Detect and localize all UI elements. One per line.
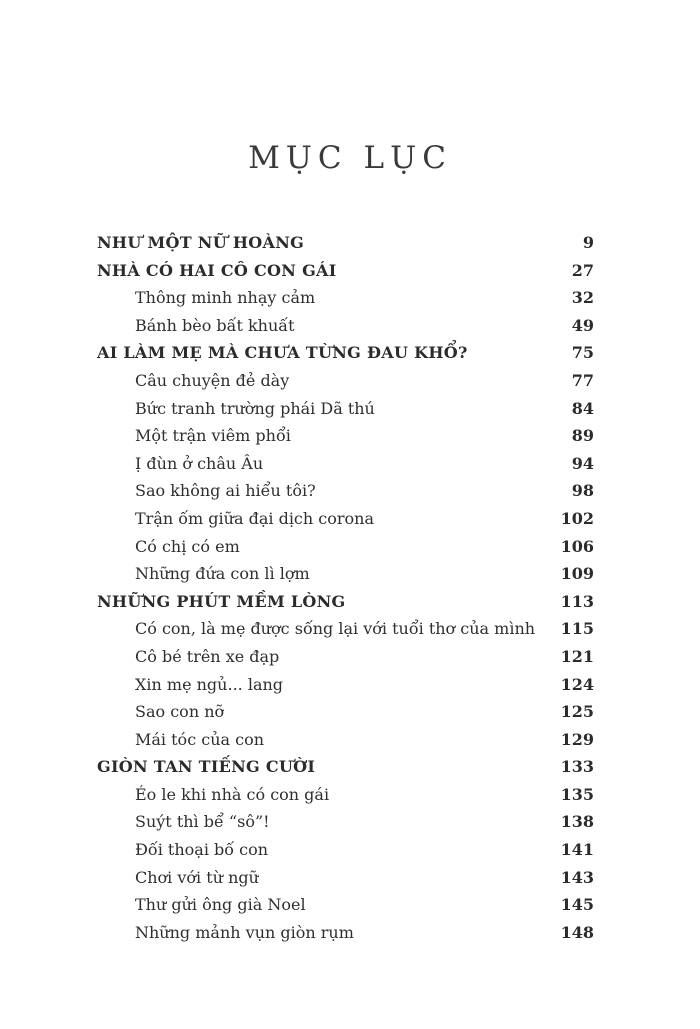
toc-row bbox=[97, 726, 594, 754]
toc-entry-page: 77 bbox=[571, 370, 594, 390]
toc-entry-page: 89 bbox=[571, 426, 594, 446]
toc-row bbox=[97, 367, 594, 395]
toc-entry-title: NHÀ CÓ HAI CÔ CON GÁI bbox=[97, 260, 337, 280]
toc-row bbox=[97, 615, 594, 643]
toc-entry-page: 141 bbox=[560, 840, 594, 860]
toc-entry-title: Chơi với từ ngữ bbox=[135, 867, 259, 887]
toc-row bbox=[97, 284, 594, 312]
toc-row bbox=[97, 864, 594, 892]
toc-entry-title: Trận ốm giữa đại dịch corona bbox=[135, 508, 374, 528]
toc-entry-title: Suýt thì bể “sô”! bbox=[135, 812, 270, 832]
toc-row bbox=[97, 753, 594, 781]
toc-entry-title: Cô bé trên xe đạp bbox=[135, 646, 280, 666]
toc-entry-page: 143 bbox=[560, 867, 594, 887]
toc-entry-title: Sao con nỡ bbox=[135, 702, 225, 722]
toc-entry-page: 106 bbox=[560, 536, 594, 556]
toc-row bbox=[97, 450, 594, 478]
toc-entry-page: 121 bbox=[560, 646, 594, 666]
toc-row bbox=[97, 339, 594, 367]
toc-entry-title: Những đứa con lì lợm bbox=[135, 564, 310, 584]
toc-entry-title: NHƯ MỘT NỮ HOÀNG bbox=[97, 233, 305, 252]
toc-row bbox=[97, 643, 594, 671]
toc-entry-page: 148 bbox=[560, 922, 594, 942]
toc-entry-page: 124 bbox=[560, 674, 594, 694]
toc-entry-title: Câu chuyện đẻ dày bbox=[135, 370, 290, 390]
toc-row bbox=[97, 560, 594, 588]
toc-entry-title: AI LÀM MẸ MÀ CHƯA TỪNG ĐAU KHỔ? bbox=[97, 343, 468, 363]
page-title: MỤC LỤC bbox=[248, 140, 452, 176]
toc-entry-title: Thư gửi ông già Noel bbox=[135, 895, 306, 915]
toc-entry-page: 115 bbox=[560, 619, 594, 639]
toc-entry-page: 75 bbox=[571, 343, 594, 363]
toc-entry-title: Bức tranh trường phái Dã thú bbox=[135, 398, 375, 418]
toc-row bbox=[97, 891, 594, 919]
toc-entry-page: 133 bbox=[560, 757, 594, 777]
toc-row bbox=[97, 808, 594, 836]
toc-entry-page: 94 bbox=[571, 453, 594, 473]
toc-row bbox=[97, 422, 594, 450]
toc-entry-title: Đối thoại bố con bbox=[135, 840, 269, 860]
toc-row bbox=[97, 229, 594, 257]
toc-row bbox=[97, 312, 594, 340]
toc-entry-page: 84 bbox=[571, 398, 594, 418]
toc-entry-page: 125 bbox=[560, 702, 594, 722]
toc-entry-title: Bánh bèo bất khuất bbox=[135, 315, 295, 335]
toc-row bbox=[97, 257, 594, 285]
toc-entry-title: Có con, là mẹ được sống lại với tuổi thơ của mình bbox=[135, 619, 536, 639]
toc-row bbox=[97, 395, 594, 423]
toc-entry-page: 98 bbox=[571, 481, 594, 501]
toc-row bbox=[97, 505, 594, 533]
toc-entry-page: 138 bbox=[560, 812, 594, 832]
toc-row bbox=[97, 588, 594, 616]
toc-entry-page: 49 bbox=[571, 315, 594, 335]
toc-entry-page: 109 bbox=[560, 564, 594, 584]
toc-entry-title: Éo le khi nhà có con gái bbox=[135, 784, 330, 804]
toc-row bbox=[97, 836, 594, 864]
toc-entry-title: NHỮNG PHÚT MỀM LÒNG bbox=[97, 591, 346, 611]
toc-row bbox=[97, 533, 594, 561]
toc-entry-title: Một trận viêm phổi bbox=[135, 426, 291, 446]
toc-entry-page: 27 bbox=[571, 260, 594, 280]
toc-entry-page: 135 bbox=[560, 784, 594, 804]
toc-entry-page: 129 bbox=[560, 729, 594, 749]
toc-row bbox=[97, 671, 594, 699]
toc-entry-title: Sao không ai hiểu tôi? bbox=[135, 481, 316, 501]
toc-entry-page: 9 bbox=[582, 233, 594, 252]
toc-entry-title: Xin mẹ ngủ... lang bbox=[135, 674, 284, 694]
toc-entry-title: Có chị có em bbox=[135, 536, 240, 556]
toc-row bbox=[97, 781, 594, 809]
toc-row bbox=[97, 698, 594, 726]
toc-entry-title: Những mảnh vụn giòn rụm bbox=[135, 922, 354, 942]
toc-row bbox=[97, 919, 594, 947]
toc-entry-title: Thông minh nhạy cảm bbox=[135, 288, 316, 308]
toc-entry-title: Ị đùn ở châu Âu bbox=[135, 453, 264, 473]
toc-list bbox=[97, 229, 594, 946]
toc-entry-page: 145 bbox=[560, 895, 594, 915]
toc-entry-page: 113 bbox=[560, 591, 594, 611]
toc-entry-page: 32 bbox=[571, 288, 594, 308]
toc-entry-title: GIÒN TAN TIẾNG CƯỜI bbox=[97, 757, 316, 777]
toc-entry-title: Mái tóc của con bbox=[135, 729, 265, 749]
toc-row bbox=[97, 477, 594, 505]
toc-entry-page: 102 bbox=[560, 508, 594, 528]
